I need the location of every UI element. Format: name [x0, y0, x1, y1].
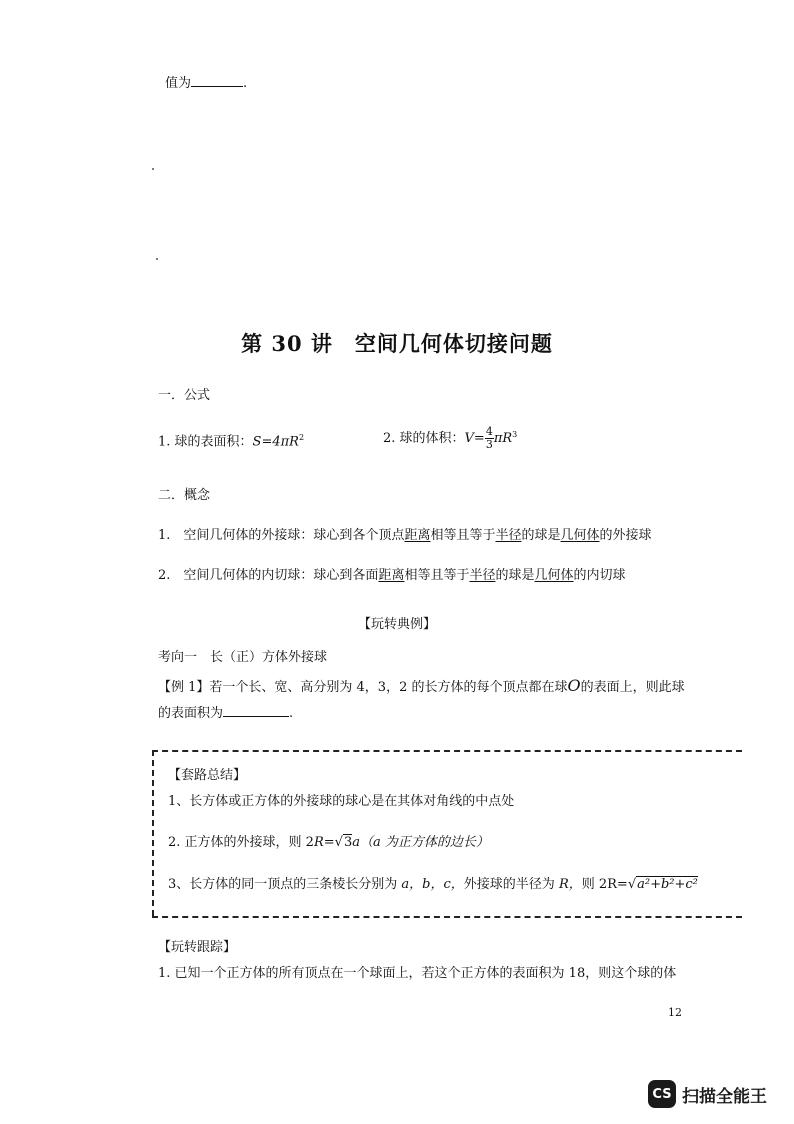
summary-box-top-border: [152, 750, 742, 752]
item-text: 相等且等于: [430, 528, 496, 543]
sqrt-radicand: 3: [343, 835, 353, 850]
item-text: 相等且等于: [404, 568, 470, 583]
example-1-line1: [158, 676, 685, 696]
page-number: 12: [668, 1006, 682, 1019]
underlined-term: 半径: [469, 568, 496, 583]
camscanner-text: 扫描全能王: [682, 1086, 767, 1107]
underlined-term: 距离: [378, 568, 405, 583]
summary-text: 外接球的半径为: [463, 877, 555, 892]
summary-heading: 【套路总结】: [168, 768, 247, 783]
formula1-expr: S=4πR: [252, 434, 299, 450]
formula2-fraction: [485, 426, 494, 451]
top-line-suffix: .: [243, 76, 248, 91]
item-number: 1.: [158, 528, 171, 543]
example-section-heading: 【玩转典例】: [357, 617, 436, 632]
edge-vars: a，b，c，: [401, 877, 464, 892]
underlined-term: 半径: [495, 528, 522, 543]
summary-text: 2. 正方体的外接球，则 2: [168, 835, 314, 850]
fraction-numerator: 4: [485, 425, 493, 438]
example-text: 的表面积为: [158, 706, 224, 721]
underlined-term: 几何体: [534, 568, 574, 583]
example-text: 的表面上，则此球: [580, 680, 685, 695]
item-text: 的球是: [521, 528, 561, 543]
formula2-rest: πR: [493, 431, 513, 447]
item-text: 空间几何体的内切球：球心到各面: [183, 568, 379, 583]
formula1-label: 1. 球的表面积：: [158, 434, 253, 450]
item-text: 的内切球: [573, 568, 626, 583]
summary-note: （a 为正方体的边长）: [360, 835, 489, 850]
summary-text: 3、长方体的同一顶点的三条棱长分别为: [168, 877, 398, 892]
page-title: 第 30 讲 空间几何体切接问题: [241, 331, 553, 356]
example-end: .: [289, 706, 294, 721]
top-line-prefix: 值为: [165, 76, 192, 91]
summary-text: 则 2R=: [581, 877, 628, 892]
camscanner-watermark: [648, 1080, 767, 1108]
section-concept-heading: 二．概念: [158, 488, 211, 503]
summary-line-1: 1、长方体或正方体的外接球的球心是在其体对角线的中点处: [168, 794, 515, 809]
direction-heading: 考向一 长（正）方体外接球: [158, 650, 328, 665]
summary-box-left-border: [152, 750, 154, 916]
formula-volume: [383, 426, 517, 451]
scan-speck: [152, 168, 154, 170]
edge-var: a: [352, 835, 360, 850]
example-1-line2: [158, 704, 293, 722]
summary-box-bottom-border: [152, 916, 742, 918]
answer-blank[interactable]: [223, 704, 289, 717]
concept-item-1: [158, 528, 652, 544]
item-text: 空间几何体的外接球：球心到各个顶点: [183, 528, 405, 543]
formula2-exp: 3: [512, 429, 518, 439]
top-answer-line: [165, 74, 247, 92]
formula2-var: V=: [464, 431, 485, 447]
example-text: 若一个长、宽、高分别为 4，3，2 的长方体的每个顶点都在球: [209, 680, 568, 695]
underlined-term: 几何体: [560, 528, 600, 543]
answer-blank[interactable]: [191, 74, 243, 87]
section-formula-heading: 一．公式: [158, 388, 211, 403]
camscanner-logo-icon: CS: [648, 1080, 676, 1108]
scan-speck: [156, 258, 158, 260]
summary-line-2: 2. 正方体的外接球，则 2R=√3a（a 为正方体的边长）: [168, 835, 489, 850]
concept-item-2: [158, 568, 626, 584]
follow-heading: 【玩转跟踪】: [158, 940, 237, 955]
sqrt-radicand: a²+b²+c²: [637, 877, 698, 892]
radius-var: R: [313, 835, 324, 850]
item-text: 的球是: [495, 568, 535, 583]
item-text: 的外接球: [599, 528, 652, 543]
radius-var: R，: [558, 877, 582, 892]
formula-surface-area: [158, 433, 304, 450]
fraction-denominator: 3: [485, 438, 493, 452]
summary-line-3: 3、长方体的同一顶点的三条棱长分别为 a，b，c，外接球的半径为 R，则 2R=√a²+b²+c²: [168, 877, 698, 892]
formula2-label: 2. 球的体积：: [383, 431, 465, 447]
example-label: 【例 1】: [158, 680, 210, 695]
equals-sign: =: [323, 835, 335, 850]
underlined-term: 距离: [404, 528, 431, 543]
item-number: 2.: [158, 568, 171, 583]
follow-question-1: 1. 已知一个正方体的所有顶点在一个球面上，若这个正方体的表面积为 18，则这个球的体: [158, 966, 677, 981]
formula1-exp: 2: [298, 433, 305, 442]
sphere-center-o: O: [567, 676, 581, 695]
